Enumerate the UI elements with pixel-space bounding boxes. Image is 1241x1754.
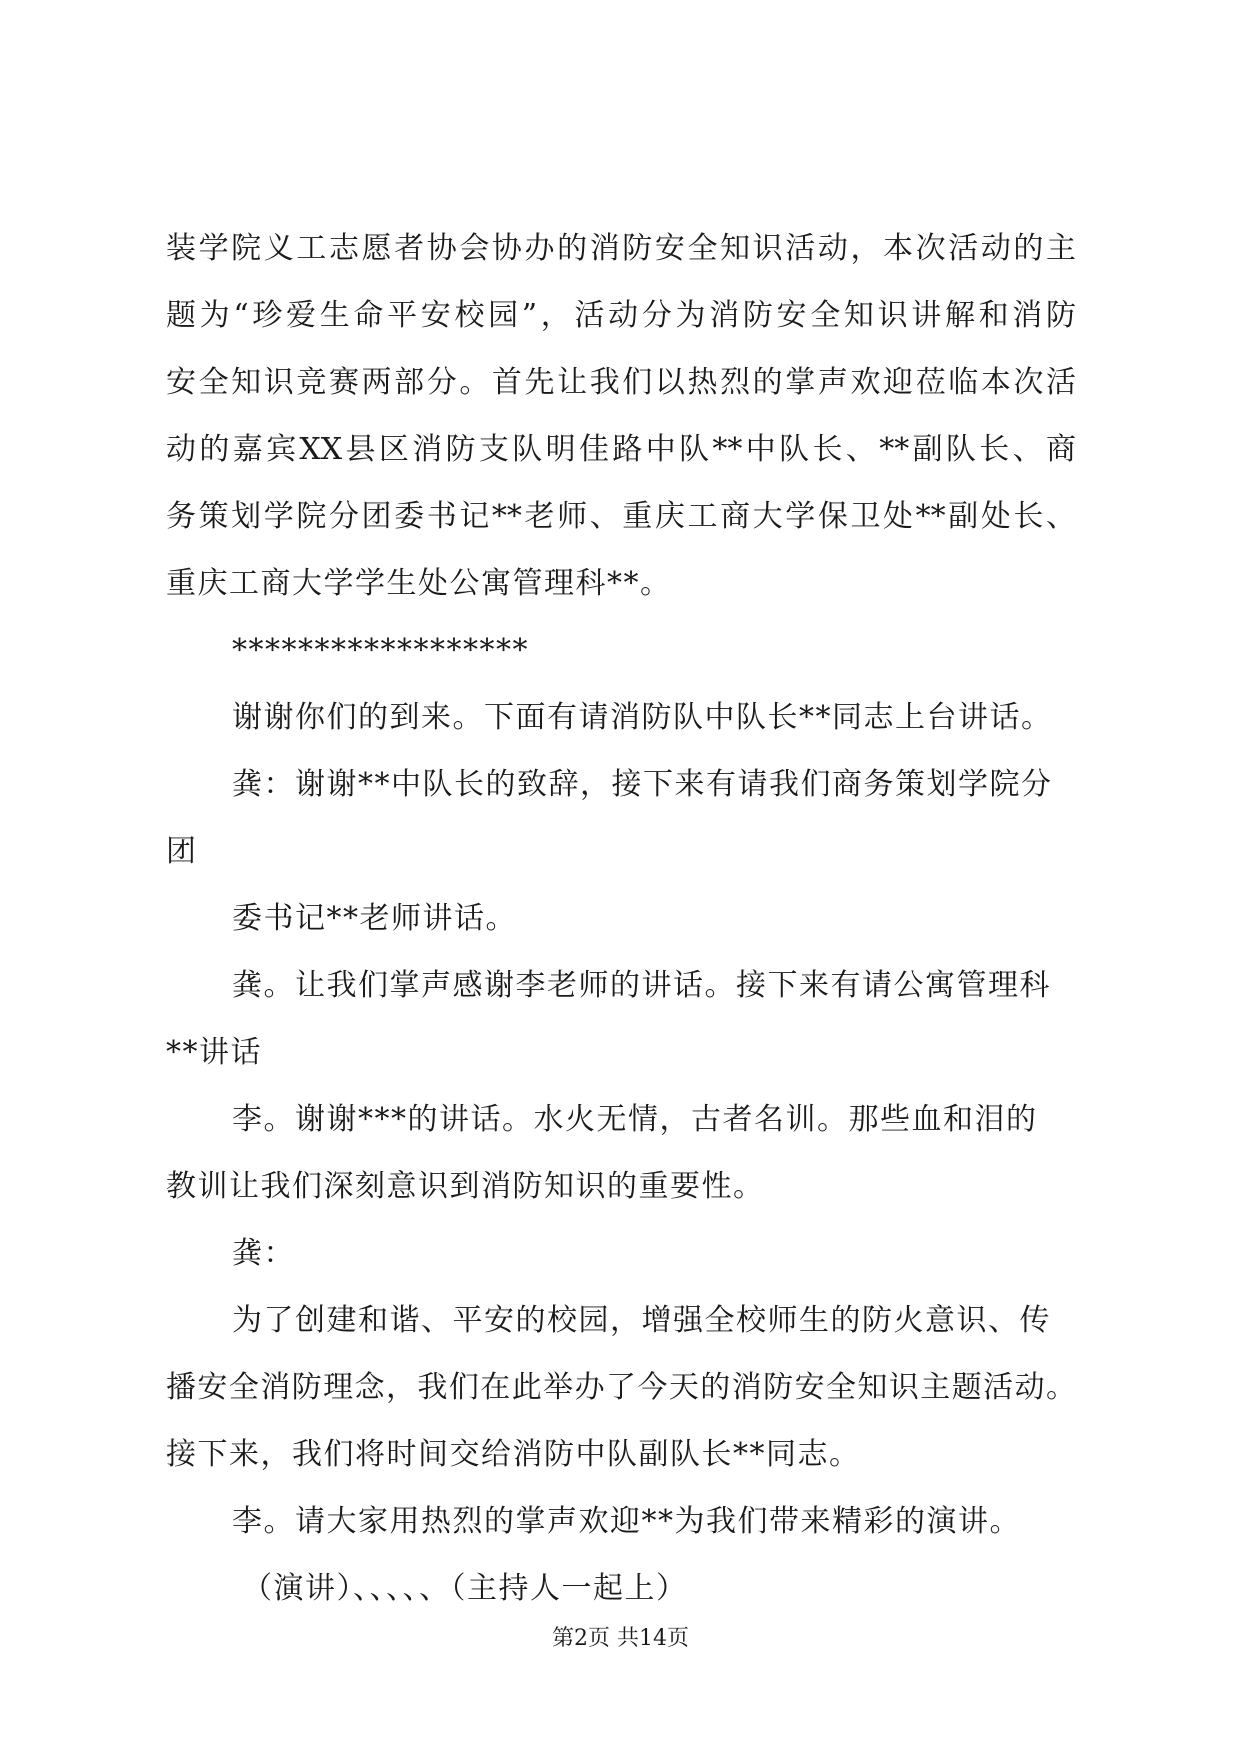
text-line: 为了创建和谐、平安的校园，增强全校师生的防火意识、传 xyxy=(232,1303,1051,1338)
separator-stars: ****************** xyxy=(232,633,529,668)
text-line: 装学院义工志愿者协会协办的消防安全知识活动，本次活动的主 xyxy=(166,231,1076,266)
text-line: 务策划学院分团委书记**老师、重庆工商大学保卫处**副处长、 xyxy=(166,499,1076,534)
text-line: 龚：谢谢**中队长的致辞，接下来有请我们商务策划学院分 xyxy=(232,767,1053,802)
document-body xyxy=(166,228,1076,1635)
text-line: 教训让我们深刻意识到消防知识的重要性。 xyxy=(166,1169,765,1204)
text-line: 接下来，我们将时间交给消防中队副队长**同志。 xyxy=(166,1437,861,1472)
text-line: 播安全消防理念，我们在此举办了今天的消防安全知识主题活动。 xyxy=(166,1370,1076,1405)
text-line: 龚： xyxy=(232,1236,295,1271)
text-line: 团 xyxy=(166,834,198,869)
text-line: 龚。让我们掌声感谢李老师的讲话。接下来有请公寓管理科 xyxy=(232,968,1051,1003)
text-line: **讲话 xyxy=(166,1035,262,1070)
text-line: （演讲）、、、、、（主持人一起上） xyxy=(242,1571,688,1606)
text-line: 动的嘉宾XX县区消防支队明佳路中队**中队长、**副队长、商 xyxy=(166,432,1076,467)
text-line: 谢谢你们的到来。下面有请消防队中队长**同志上台讲话。 xyxy=(232,700,1053,735)
text-line: 安全知识竞赛两部分。首先让我们以热烈的掌声欢迎莅临本次活 xyxy=(166,365,1076,400)
page-number-footer: 第2页 共14页 xyxy=(552,1626,689,1651)
text-line: 李。谢谢***的讲话。水火无情，古者名训。那些血和泪的 xyxy=(232,1102,1038,1137)
text-line: 题为“珍爱生命平安校园”，活动分为消防安全知识讲解和消防 xyxy=(166,298,1076,333)
text-line: 李。请大家用热烈的掌声欢迎**为我们带来精彩的演讲。 xyxy=(232,1504,1021,1539)
text-line: 委书记**老师讲话。 xyxy=(232,901,517,936)
text-line: 重庆工商大学学生处公寓管理科**。 xyxy=(166,566,672,601)
